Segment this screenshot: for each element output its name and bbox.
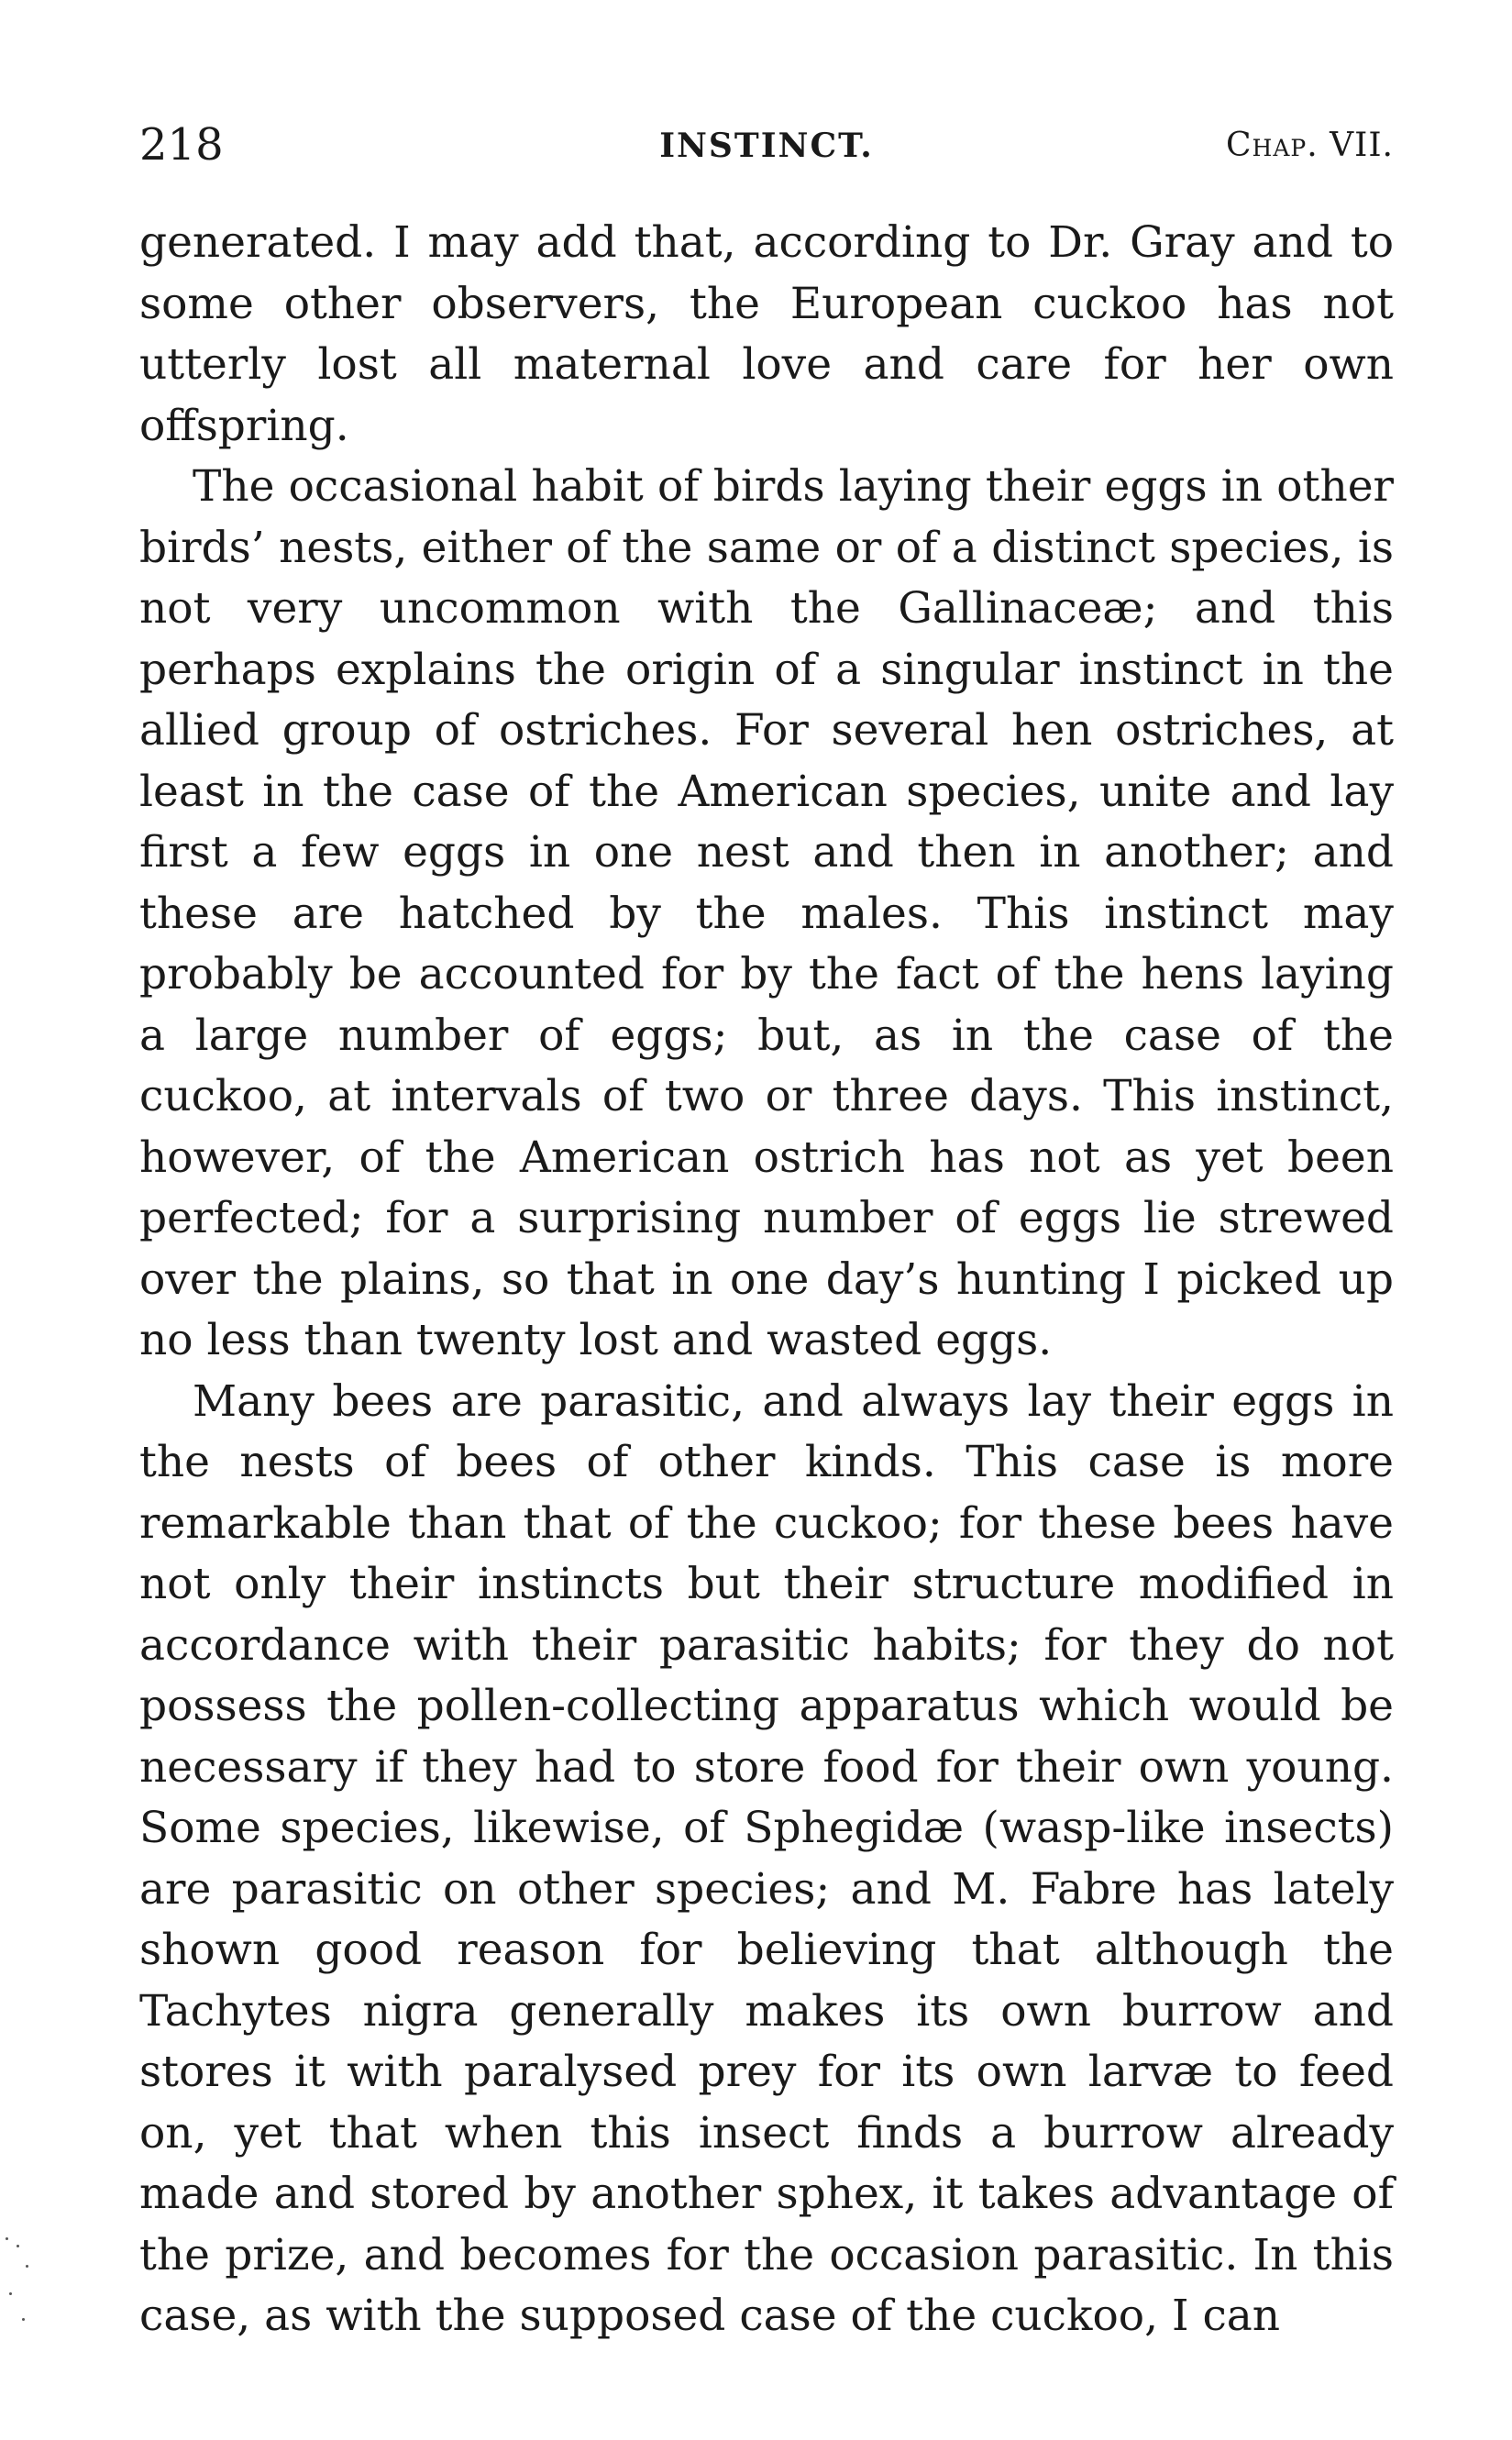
paragraph: Many bees are parasitic, and always lay their eggs in the nests of bees of other kinds. This case is more remarkable than that of the cuckoo; for these bees have not only their instincts but their structure modified in accordance with their parasitic habits; for they do not possess the pollen-collecting apparatus which would be necessary if they had to store food for their own young. Some species, likewise, of Sphegidæ (wasp-like insects) are parasitic on other species; and M. Fabre has lately shown good reason for believing that although the Tachytes nigra generally makes its own burrow and stores it with paralysed prey for its own larvæ to feed on, yet that when this insect finds a burrow already made and stored by another sphex, it takes advantage of the prize, and becomes for the occasion parasitic. In this case, as with the supposed case of the cuckoo, I can xyxy=(139,1375,1394,2341)
chapter-reference: Chap. VII. xyxy=(1226,127,1394,164)
scan-specks xyxy=(4,2237,31,2329)
paragraph: generated. I may add that, according to Dr. Gray and to some other observers, the European cuckoo has not utterly lost all maternal love and care for her own offspring. xyxy=(139,217,1394,451)
body-text xyxy=(139,213,1394,2347)
book-page xyxy=(139,119,1394,2347)
chapter-title: INSTINCT. xyxy=(659,127,874,165)
page-number: 218 xyxy=(139,119,224,171)
paragraph: The occasional habit of birds laying their eggs in other birds’ nests, either of the same or of a distinct species, is not very uncommon with the Gallinaceæ; and this perhaps explains the origin of a singular instinct in the allied group of ostriches. For several hen ostriches, at least in the case of the American species, unite and lay first a few eggs in one nest and then in another; and these are hatched by the males. This instinct may probably be accounted for by the fact of the hens laying a large number of eggs; but, as in the case of the cuckoo, at intervals of two or three days. This instinct, however, of the American ostrich has not as yet been perfected; for a surprising number of eggs lie strewed over the plains, so that in one day’s hunting I picked up no less than twenty lost and wasted eggs. xyxy=(139,461,1394,1365)
running-head xyxy=(139,119,1394,183)
